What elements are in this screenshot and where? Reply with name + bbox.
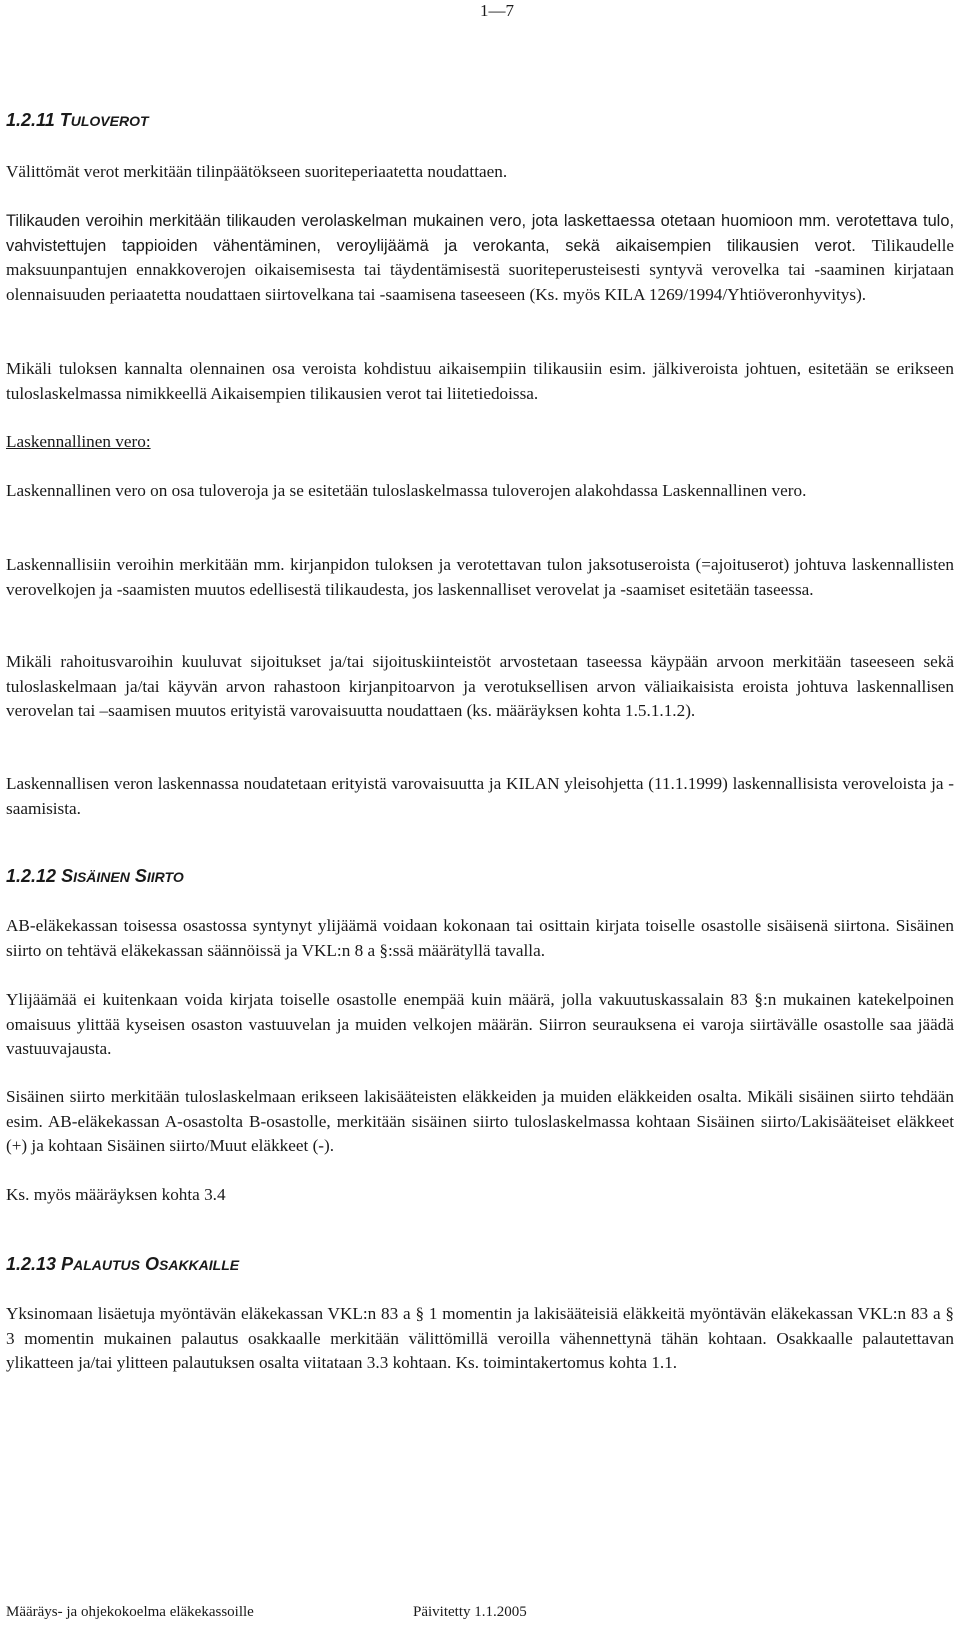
footer-date: Päivitetty 1.1.2005 (413, 1604, 527, 1620)
heading-smallcaps: ISÄINEN (73, 869, 130, 885)
subheading-laskennallinen-vero: Laskennallinen vero: (6, 432, 151, 451)
paragraph: Välittömät verot merkitään tilinpäätökseen suoriteperiaatetta noudattaen. (6, 162, 508, 181)
heading-smallcaps: SAKKAILLE (159, 1257, 240, 1273)
heading-smallcaps: ALAUTUS (73, 1257, 140, 1273)
paragraph: Yksinomaan lisäetuja myöntävän eläkekassan VKL:n 83 a § 1 momentin ja lakisääteisiä eläkkeitä myöntävän eläkekassan VKL:n 83 a § 3 momentin mukainen palautus osakkaalle merkitään välittömillä veroilla vähennettynä tähän kohtaan. Osakkaalle palautettavan ylikatteen ja/tai ylitteen palautuksen osalta viitataan 3.3 kohtaan. Ks. toimintakertomus kohta 1.1. (6, 1304, 954, 1372)
section-heading-tuloverot (6, 108, 149, 133)
paragraph: Laskennallinen vero on osa tuloveroja ja se esitetään tuloslaskelmassa tuloverojen alakohdassa Laskennallinen vero. (6, 481, 807, 500)
paragraph-text: Tilikauden veroihin merkitään tilikauden verolaskelman mukainen vero, jota laskettaessa otetaan huomioon mm. verotettava tulo, vahvistettujen tappioiden vähentäminen, veroylijäämä ja verokanta, sekä aikaisempien tilikausien verot. (6, 212, 954, 255)
paragraph: AB-eläkekassan toisessa osastossa syntynyt ylijäämä voidaan kokonaan tai osittain kirjata toiselle osastolle sisäisenä siirtona. Sisäinen siirto on tehtävä eläkekassan säännöissä ja VKL:n 8 a §:ssä määrätyllä tavalla. (6, 916, 954, 960)
heading-smallcaps: ULOVEROT (70, 113, 149, 129)
page-number: 1—7 (480, 1, 514, 20)
paragraph (6, 209, 954, 307)
paragraph: Ks. myös määräyksen kohta 3.4 (6, 1185, 226, 1204)
heading-initial: S (61, 866, 74, 886)
page-footer (6, 1602, 954, 1622)
heading-number: 1.2.11 (6, 110, 55, 130)
paragraph: Mikäli rahoitusvaroihin kuuluvat sijoitukset ja/tai sijoituskiinteistöt arvostetaan taseessa käypään arvoon merkitään taseeseen sekä tuloslaskelmaan ja/tai käyvän arvon rahastoon kirjanpitoarvon ja verotuksellisen arvon väliaikaisista eroista johtuva laskennallisen verovelan tai –saamisen muutos erityistä varovaisuutta noudattaen (ks. määräyksen kohta 1.5.1.1.2). (6, 652, 954, 720)
heading-smallcaps: IIRTO (146, 869, 184, 885)
paragraph: Ylijäämää ei kuitenkaan voida kirjata toiselle osastolle enempää kuin määrä, jolla vakuutuskassalain 83 §:n mukainen katekelpoinen omaisuus ylittää kyseisen osaston vastuuvelan ja muiden velkojen määrän. Siirron seurauksena ei varoja siirtävälle osastolle saa jäädä vastuuvajausta. (6, 990, 954, 1058)
heading-initial: P (61, 1254, 74, 1274)
paragraph: Mikäli tuloksen kannalta olennainen osa veroista kohdistuu aikaisempiin tilikausiin esim. jälkiveroista johtuen, esitetään se erikseen tuloslaskelmassa nimikkeellä Aikaisempien tilikausien verot tai liitetiedoissa. (6, 359, 954, 403)
paragraph: Sisäinen siirto merkitään tuloslaskelmaan erikseen lakisääteisten eläkkeiden ja muiden eläkkeiden osalta. Mikäli sisäinen siirto tehdään esim. AB-eläkekassan A-osastolta B-osastolle, merkitään sisäinen siirto tuloslaskelmassa kohtaan Sisäinen siirto/Lakisääteiset eläkkeet (+) ja kohtaan Sisäinen siirto/Muut eläkkeet (-). (6, 1087, 954, 1155)
paragraph: Laskennallisiin veroihin merkitään mm. kirjanpidon tuloksen ja verotettavan tulon jaksotuseroista (=ajoituserot) johtuva laskennallisten verovelkojen ja -saamisten muutos edellisestä tilikaudesta, jos laskennalliset verovelat ja -saamiset esitetään taseessa. (6, 555, 954, 599)
footer-title: Määräys- ja ohjekokoelma eläkekassoille (6, 1604, 254, 1620)
section-heading-palautus-osakkaille (6, 1252, 239, 1277)
heading-initial: S (134, 866, 147, 886)
heading-number: 1.2.12 (6, 866, 57, 886)
section-heading-sisainen-siirto (6, 864, 184, 889)
heading-number: 1.2.13 (6, 1254, 57, 1274)
heading-initial: O (144, 1254, 159, 1274)
paragraph: Laskennallisen veron laskennassa noudatetaan erityistä varovaisuutta ja KILAN yleisohjetta (11.1.1999) laskennallisista veroveloista ja -saamisista. (6, 774, 954, 818)
paragraph-text: Tilikaudelle maksuunpantujen ennakkoverojen oikaisemisesta tai täydentämisestä suoriteperusteisesti syntyvä verovelka tai -saaminen kirjataan olennaisuuden periaatetta noudattaen siirtovelkana tai -saamisena taseeseen (Ks. myös KILA 1269/1994/Yhtiöveronhyvitys). (6, 235, 954, 304)
heading-initial: T (59, 110, 71, 130)
